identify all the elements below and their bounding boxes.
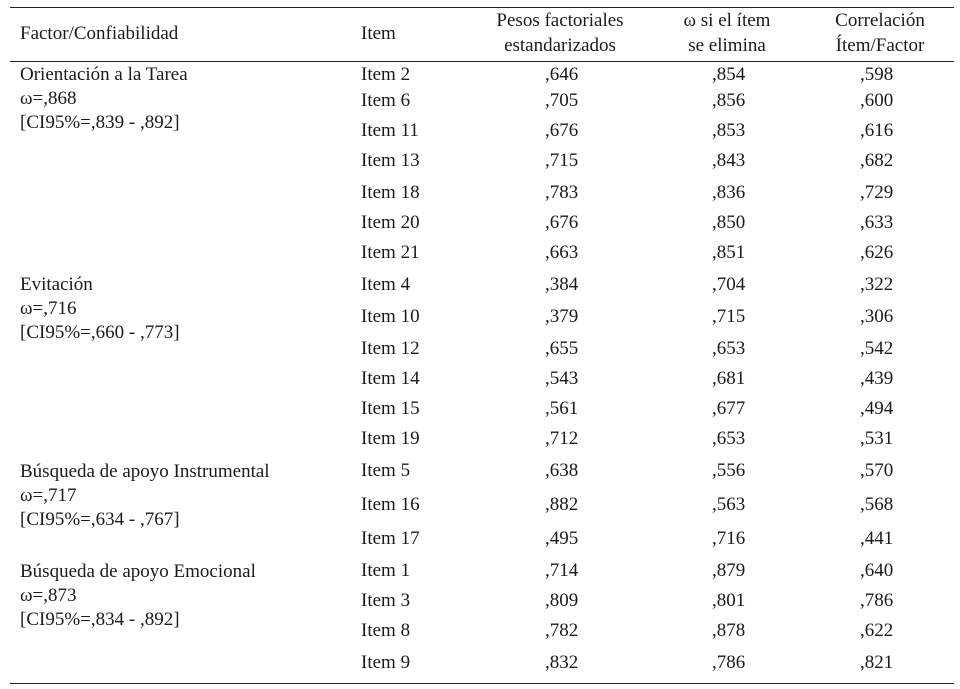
row-peso: ,715 bbox=[545, 150, 579, 171]
row-corr: ,441 bbox=[860, 528, 894, 549]
row-omega: ,677 bbox=[712, 398, 746, 419]
row-omega: ,801 bbox=[712, 590, 746, 611]
row-peso: ,882 bbox=[545, 494, 579, 515]
row-corr: ,633 bbox=[860, 212, 894, 233]
row-omega: ,853 bbox=[712, 120, 746, 141]
row-item: Item 20 bbox=[361, 212, 420, 233]
factor-ci: [CI95%=,834 - ,892] bbox=[20, 609, 180, 630]
factor-name: Búsqueda de apoyo Emocional bbox=[20, 561, 256, 582]
row-peso: ,705 bbox=[545, 90, 579, 111]
row-omega: ,563 bbox=[712, 494, 746, 515]
row-peso: ,543 bbox=[545, 368, 579, 389]
row-omega: ,786 bbox=[712, 652, 746, 673]
header-corr-line2: Ítem/Factor bbox=[835, 35, 925, 56]
factor-name: Búsqueda de apoyo Instrumental bbox=[20, 461, 270, 482]
row-peso: ,676 bbox=[545, 120, 579, 141]
row-corr: ,531 bbox=[860, 428, 894, 449]
row-peso: ,561 bbox=[545, 398, 579, 419]
row-omega: ,716 bbox=[712, 528, 746, 549]
row-item: Item 9 bbox=[361, 652, 411, 673]
row-item: Item 16 bbox=[361, 494, 420, 515]
row-item: Item 17 bbox=[361, 528, 420, 549]
row-peso: ,379 bbox=[545, 306, 579, 327]
header-omega-line2: se elimina bbox=[688, 35, 766, 56]
row-item: Item 5 bbox=[361, 460, 411, 481]
row-corr: ,570 bbox=[860, 460, 894, 481]
table-top-rule bbox=[10, 7, 954, 8]
row-corr: ,598 bbox=[860, 64, 894, 85]
factor-omega: ω=,868 bbox=[20, 88, 77, 109]
factor-omega: ω=,717 bbox=[20, 485, 77, 506]
row-item: Item 10 bbox=[361, 306, 420, 327]
row-item: Item 11 bbox=[361, 120, 419, 141]
row-corr: ,821 bbox=[860, 652, 894, 673]
row-omega: ,704 bbox=[712, 274, 746, 295]
header-omega-line1: ω si el ítem bbox=[683, 10, 771, 31]
row-omega: ,879 bbox=[712, 560, 746, 581]
row-peso: ,495 bbox=[545, 528, 579, 549]
row-item: Item 13 bbox=[361, 150, 420, 171]
row-omega: ,854 bbox=[712, 64, 746, 85]
row-omega: ,653 bbox=[712, 428, 746, 449]
row-corr: ,600 bbox=[860, 90, 894, 111]
row-corr: ,622 bbox=[860, 620, 894, 641]
factor-ci: [CI95%=,660 - ,773] bbox=[20, 322, 180, 343]
row-peso: ,782 bbox=[545, 620, 579, 641]
row-item: Item 15 bbox=[361, 398, 420, 419]
row-omega: ,681 bbox=[712, 368, 746, 389]
row-peso: ,646 bbox=[545, 64, 579, 85]
factor-block bbox=[20, 273, 180, 345]
row-corr: ,626 bbox=[860, 242, 894, 263]
row-peso: ,663 bbox=[545, 242, 579, 263]
row-peso: ,384 bbox=[545, 274, 579, 295]
row-omega: ,851 bbox=[712, 242, 746, 263]
factor-ci: [CI95%=,634 - ,767] bbox=[20, 509, 180, 530]
table-bottom-rule bbox=[10, 683, 954, 684]
row-omega: ,850 bbox=[712, 212, 746, 233]
factor-block bbox=[20, 460, 270, 532]
factor-block bbox=[20, 63, 188, 135]
factor-omega: ω=,873 bbox=[20, 585, 77, 606]
row-item: Item 8 bbox=[361, 620, 411, 641]
row-corr: ,682 bbox=[860, 150, 894, 171]
row-corr: ,786 bbox=[860, 590, 894, 611]
row-corr: ,494 bbox=[860, 398, 894, 419]
row-peso: ,783 bbox=[545, 182, 579, 203]
row-peso: ,714 bbox=[545, 560, 579, 581]
row-item: Item 6 bbox=[361, 90, 411, 111]
row-item: Item 21 bbox=[361, 242, 420, 263]
row-peso: ,676 bbox=[545, 212, 579, 233]
header-corr-line1: Correlación bbox=[835, 10, 925, 31]
row-item: Item 14 bbox=[361, 368, 420, 389]
table-header-rule bbox=[10, 61, 954, 62]
row-corr: ,322 bbox=[860, 274, 894, 295]
row-item: Item 3 bbox=[361, 590, 411, 611]
row-omega: ,836 bbox=[712, 182, 746, 203]
row-omega: ,843 bbox=[712, 150, 746, 171]
row-corr: ,729 bbox=[860, 182, 894, 203]
row-peso: ,638 bbox=[545, 460, 579, 481]
header-pesos-line1: Pesos factoriales bbox=[496, 10, 624, 31]
header-factor: Factor/Confiabilidad bbox=[20, 23, 179, 44]
factor-name: Evitación bbox=[20, 274, 93, 295]
row-item: Item 2 bbox=[361, 64, 411, 85]
row-peso: ,832 bbox=[545, 652, 579, 673]
row-item: Item 19 bbox=[361, 428, 420, 449]
factor-block bbox=[20, 560, 256, 632]
factor-omega: ω=,716 bbox=[20, 298, 77, 319]
row-item: Item 1 bbox=[361, 560, 411, 581]
row-item: Item 4 bbox=[361, 274, 411, 295]
row-corr: ,306 bbox=[860, 306, 894, 327]
row-item: Item 18 bbox=[361, 182, 420, 203]
factor-ci: [CI95%=,839 - ,892] bbox=[20, 112, 180, 133]
row-item: Item 12 bbox=[361, 338, 420, 359]
header-pesos-line2: estandarizados bbox=[504, 35, 616, 56]
row-corr: ,439 bbox=[860, 368, 894, 389]
row-omega: ,556 bbox=[712, 460, 746, 481]
row-corr: ,640 bbox=[860, 560, 894, 581]
row-corr: ,616 bbox=[860, 120, 894, 141]
row-corr: ,542 bbox=[860, 338, 894, 359]
row-omega: ,878 bbox=[712, 620, 746, 641]
row-peso: ,712 bbox=[545, 428, 579, 449]
row-peso: ,809 bbox=[545, 590, 579, 611]
row-peso: ,655 bbox=[545, 338, 579, 359]
header-item: Item bbox=[361, 23, 396, 44]
row-omega: ,653 bbox=[712, 338, 746, 359]
row-corr: ,568 bbox=[860, 494, 894, 515]
factor-name: Orientación a la Tarea bbox=[20, 64, 188, 85]
row-omega: ,715 bbox=[712, 306, 746, 327]
row-omega: ,856 bbox=[712, 90, 746, 111]
